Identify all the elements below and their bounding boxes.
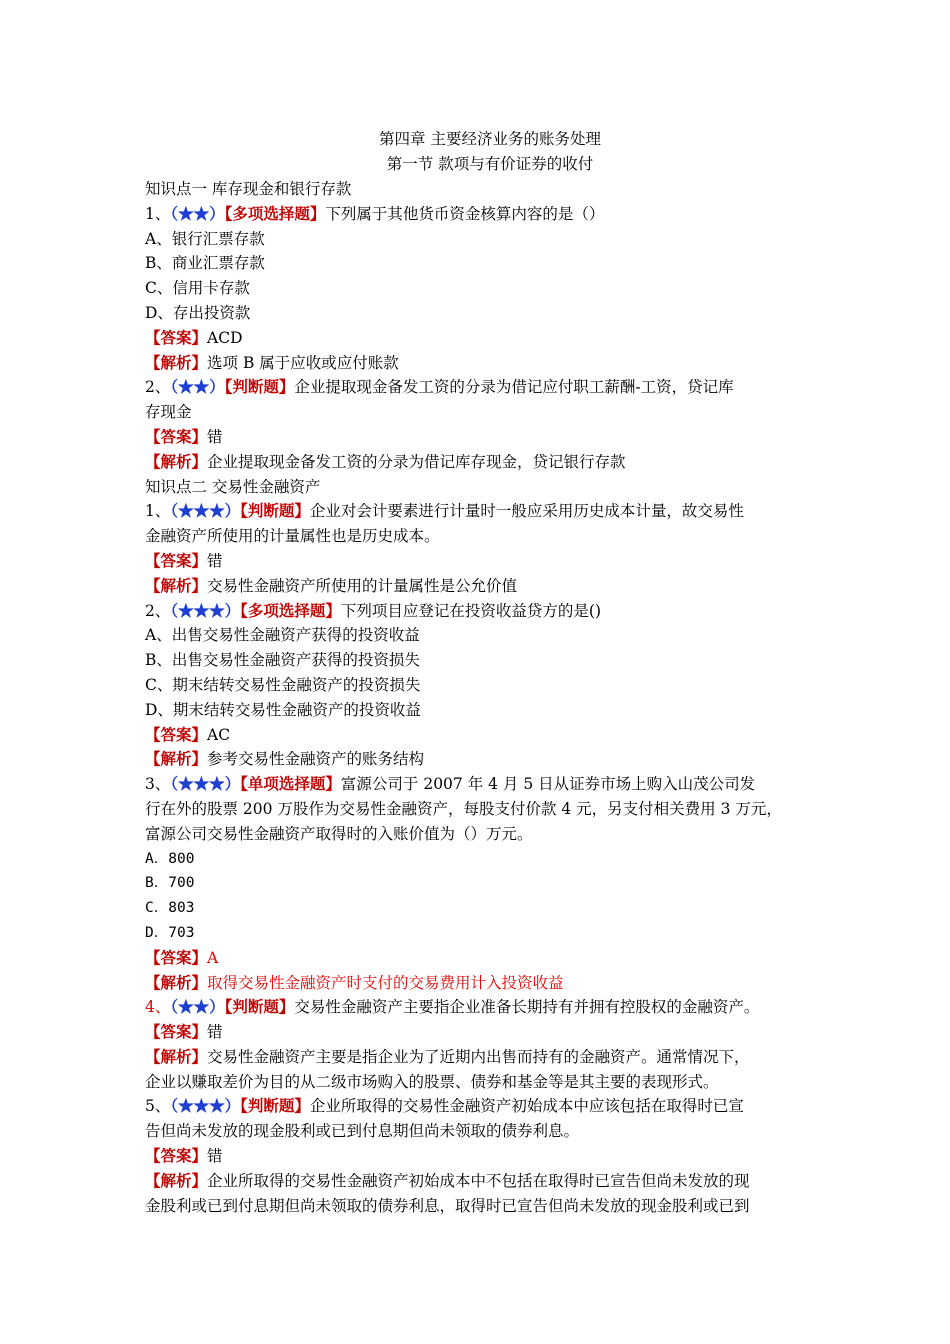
- question-number: 4、: [145, 998, 171, 1017]
- analysis-text: 企业提取现金备发工资的分录为借记库存现金，贷记银行存款: [207, 452, 626, 471]
- analysis-label: 【解析】: [145, 575, 208, 595]
- analysis-label: 【解析】: [145, 451, 208, 471]
- answer-label: 【答案】: [145, 1022, 208, 1042]
- question-number: 2、: [145, 378, 171, 397]
- answer-value: 错: [207, 551, 223, 570]
- difficulty-stars: （★★）: [170, 377, 225, 397]
- option-b: B、出售交易性金融资产获得的投资损失: [145, 651, 420, 670]
- option-b: B．700: [145, 875, 195, 892]
- answer-value: 错: [207, 1147, 223, 1166]
- analysis-text: 企业所取得的交易性金融资产初始成本中不包括在取得时已宣告但尚未发放的现: [207, 1171, 750, 1190]
- question-number: 1、: [145, 204, 171, 223]
- question-type: 【判断题】: [240, 501, 310, 521]
- option-c: C．803: [145, 900, 195, 917]
- option-d: D、期末结转交易性金融资产的投资收益: [145, 700, 421, 719]
- analysis-kp1-2: [145, 450, 835, 475]
- question-type: 【多项选择题】: [240, 600, 341, 620]
- difficulty-stars: （★★）: [170, 203, 225, 223]
- analysis-kp2-1: [145, 574, 835, 599]
- answer-kp2-2: [145, 723, 835, 748]
- question-kp1-1: [145, 202, 835, 227]
- answer-value: A: [207, 948, 219, 967]
- analysis-text: 参考交易性金融资产的账务结构: [207, 750, 425, 769]
- question-number: 1、: [145, 502, 171, 521]
- question-text: 下列项目应登记在投资收益贷方的是(): [340, 601, 602, 620]
- option-d: D、存出投资款: [145, 303, 251, 322]
- answer-label: 【答案】: [145, 1146, 208, 1166]
- answer-value: ACD: [207, 328, 243, 347]
- answer-label: 【答案】: [145, 550, 208, 570]
- answer-kp2-1: [145, 549, 835, 574]
- document-body: [145, 127, 835, 1218]
- question-type: 【多项选择题】: [224, 203, 326, 223]
- answer-label: 【答案】: [145, 724, 208, 744]
- option-a: A、出售交易性金融资产获得的投资收益: [145, 626, 420, 645]
- question-kp2-1: [145, 499, 835, 524]
- question-text: 富源公司于 2007 年 4 月 5 日从证券市场上购入山茂公司发: [340, 775, 756, 794]
- question-text-continued: 存现金: [145, 403, 192, 422]
- analysis-kp2-3: [145, 971, 835, 996]
- analysis-label: 【解析】: [145, 749, 208, 769]
- answer-label: 【答案】: [145, 426, 208, 446]
- question-number: 3、: [145, 775, 171, 794]
- question-text: 企业所取得的交易性金融资产初始成本中应该包括在取得时已宣: [309, 1097, 744, 1116]
- question-text-continued: 行在外的股票 200 万股作为交易性金融资产，每股支付价款 4 元，另支付相关费用 3 万元，: [145, 799, 782, 818]
- option-b: B、商业汇票存款: [145, 254, 265, 273]
- answer-kp2-3: [145, 946, 835, 971]
- analysis-label: 【解析】: [145, 1046, 208, 1066]
- analysis-text: 交易性金融资产主要是指企业为了近期内出售而持有的金融资产。通常情况下，: [207, 1047, 750, 1066]
- analysis-label: 【解析】: [145, 972, 208, 992]
- answer-value: 错: [207, 1023, 223, 1042]
- question-text-continued: 富源公司交易性金融资产取得时的入账价值为（）万元。: [145, 824, 533, 843]
- analysis-text-continued: 企业以赚取差价为目的从二级市场购入的股票、债券和基金等是其主要的表现形式。: [145, 1072, 719, 1091]
- difficulty-stars: （★★★）: [170, 600, 241, 620]
- question-kp1-2: [145, 375, 835, 400]
- question-type: 【判断题】: [240, 1096, 310, 1116]
- analysis-kp1-1: [145, 351, 835, 376]
- difficulty-stars: （★★★）: [170, 1096, 241, 1116]
- option-a: A．800: [145, 850, 195, 867]
- analysis-label: 【解析】: [145, 352, 208, 372]
- option-c: C、信用卡存款: [145, 279, 250, 298]
- question-kp2-3: [145, 772, 835, 797]
- analysis-kp2-4: [145, 1045, 835, 1070]
- question-kp2-4: [145, 995, 835, 1020]
- analysis-text-continued: 金股利或已到付息期但尚未领取的债券利息，取得时已宣告但尚未发放的现金股利或已到: [145, 1196, 750, 1215]
- question-kp2-2: [145, 599, 835, 624]
- question-type: 【单项选择题】: [240, 774, 341, 794]
- question-text: 企业提取现金备发工资的分录为借记应付职工薪酬-工资，贷记库: [294, 378, 734, 397]
- option-c: C、期末结转交易性金融资产的投资损失: [145, 675, 421, 694]
- chapter-title: 第四章 主要经济业务的账务处理: [379, 130, 601, 148]
- analysis-kp2-2: [145, 747, 835, 772]
- question-text: 交易性金融资产主要指企业准备长期持有并拥有控股权的金融资产。: [294, 998, 760, 1017]
- difficulty-stars: （★★）: [170, 997, 225, 1017]
- difficulty-stars: （★★★）: [170, 774, 241, 794]
- option-a: A、银行汇票存款: [145, 229, 265, 248]
- section-title: 第一节 款项与有价证券的收付: [386, 155, 594, 173]
- answer-label: 【答案】: [145, 327, 208, 347]
- question-text: 企业对会计要素进行计量时一般应采用历史成本计量，故交易性: [309, 502, 744, 521]
- answer-value: AC: [207, 725, 231, 744]
- knowledge-point-1-title: 知识点一 库存现金和银行存款: [145, 180, 352, 198]
- analysis-text: 交易性金融资产所使用的计量属性是公允价值: [207, 576, 518, 595]
- question-type: 【判断题】: [224, 997, 295, 1017]
- answer-kp1-2: [145, 425, 835, 450]
- question-kp2-5: [145, 1094, 835, 1119]
- answer-kp2-4: [145, 1020, 835, 1045]
- answer-kp2-5: [145, 1144, 835, 1169]
- question-number: 2、: [145, 601, 171, 620]
- question-text: 下列属于其他货币资金核算内容的是（）: [325, 204, 605, 223]
- difficulty-stars: （★★★）: [170, 501, 241, 521]
- analysis-text: 选项 B 属于应收或应付账款: [207, 353, 399, 372]
- answer-kp1-1: [145, 326, 835, 351]
- question-number: 5、: [145, 1097, 171, 1116]
- analysis-kp2-5: [145, 1169, 835, 1194]
- answer-label: 【答案】: [145, 947, 208, 967]
- analysis-label: 【解析】: [145, 1170, 208, 1190]
- knowledge-point-2-title: 知识点二 交易性金融资产: [145, 477, 321, 496]
- question-type: 【判断题】: [224, 377, 295, 397]
- answer-value: 错: [207, 427, 223, 446]
- analysis-text: 取得交易性金融资产时支付的交易费用计入投资收益: [207, 973, 564, 992]
- option-d: D．703: [145, 924, 195, 941]
- question-text-continued: 金融资产所使用的计量属性也是历史成本。: [145, 527, 440, 546]
- question-text-continued: 告但尚未发放的现金股利或已到付息期但尚未领取的债券利息。: [145, 1122, 580, 1141]
